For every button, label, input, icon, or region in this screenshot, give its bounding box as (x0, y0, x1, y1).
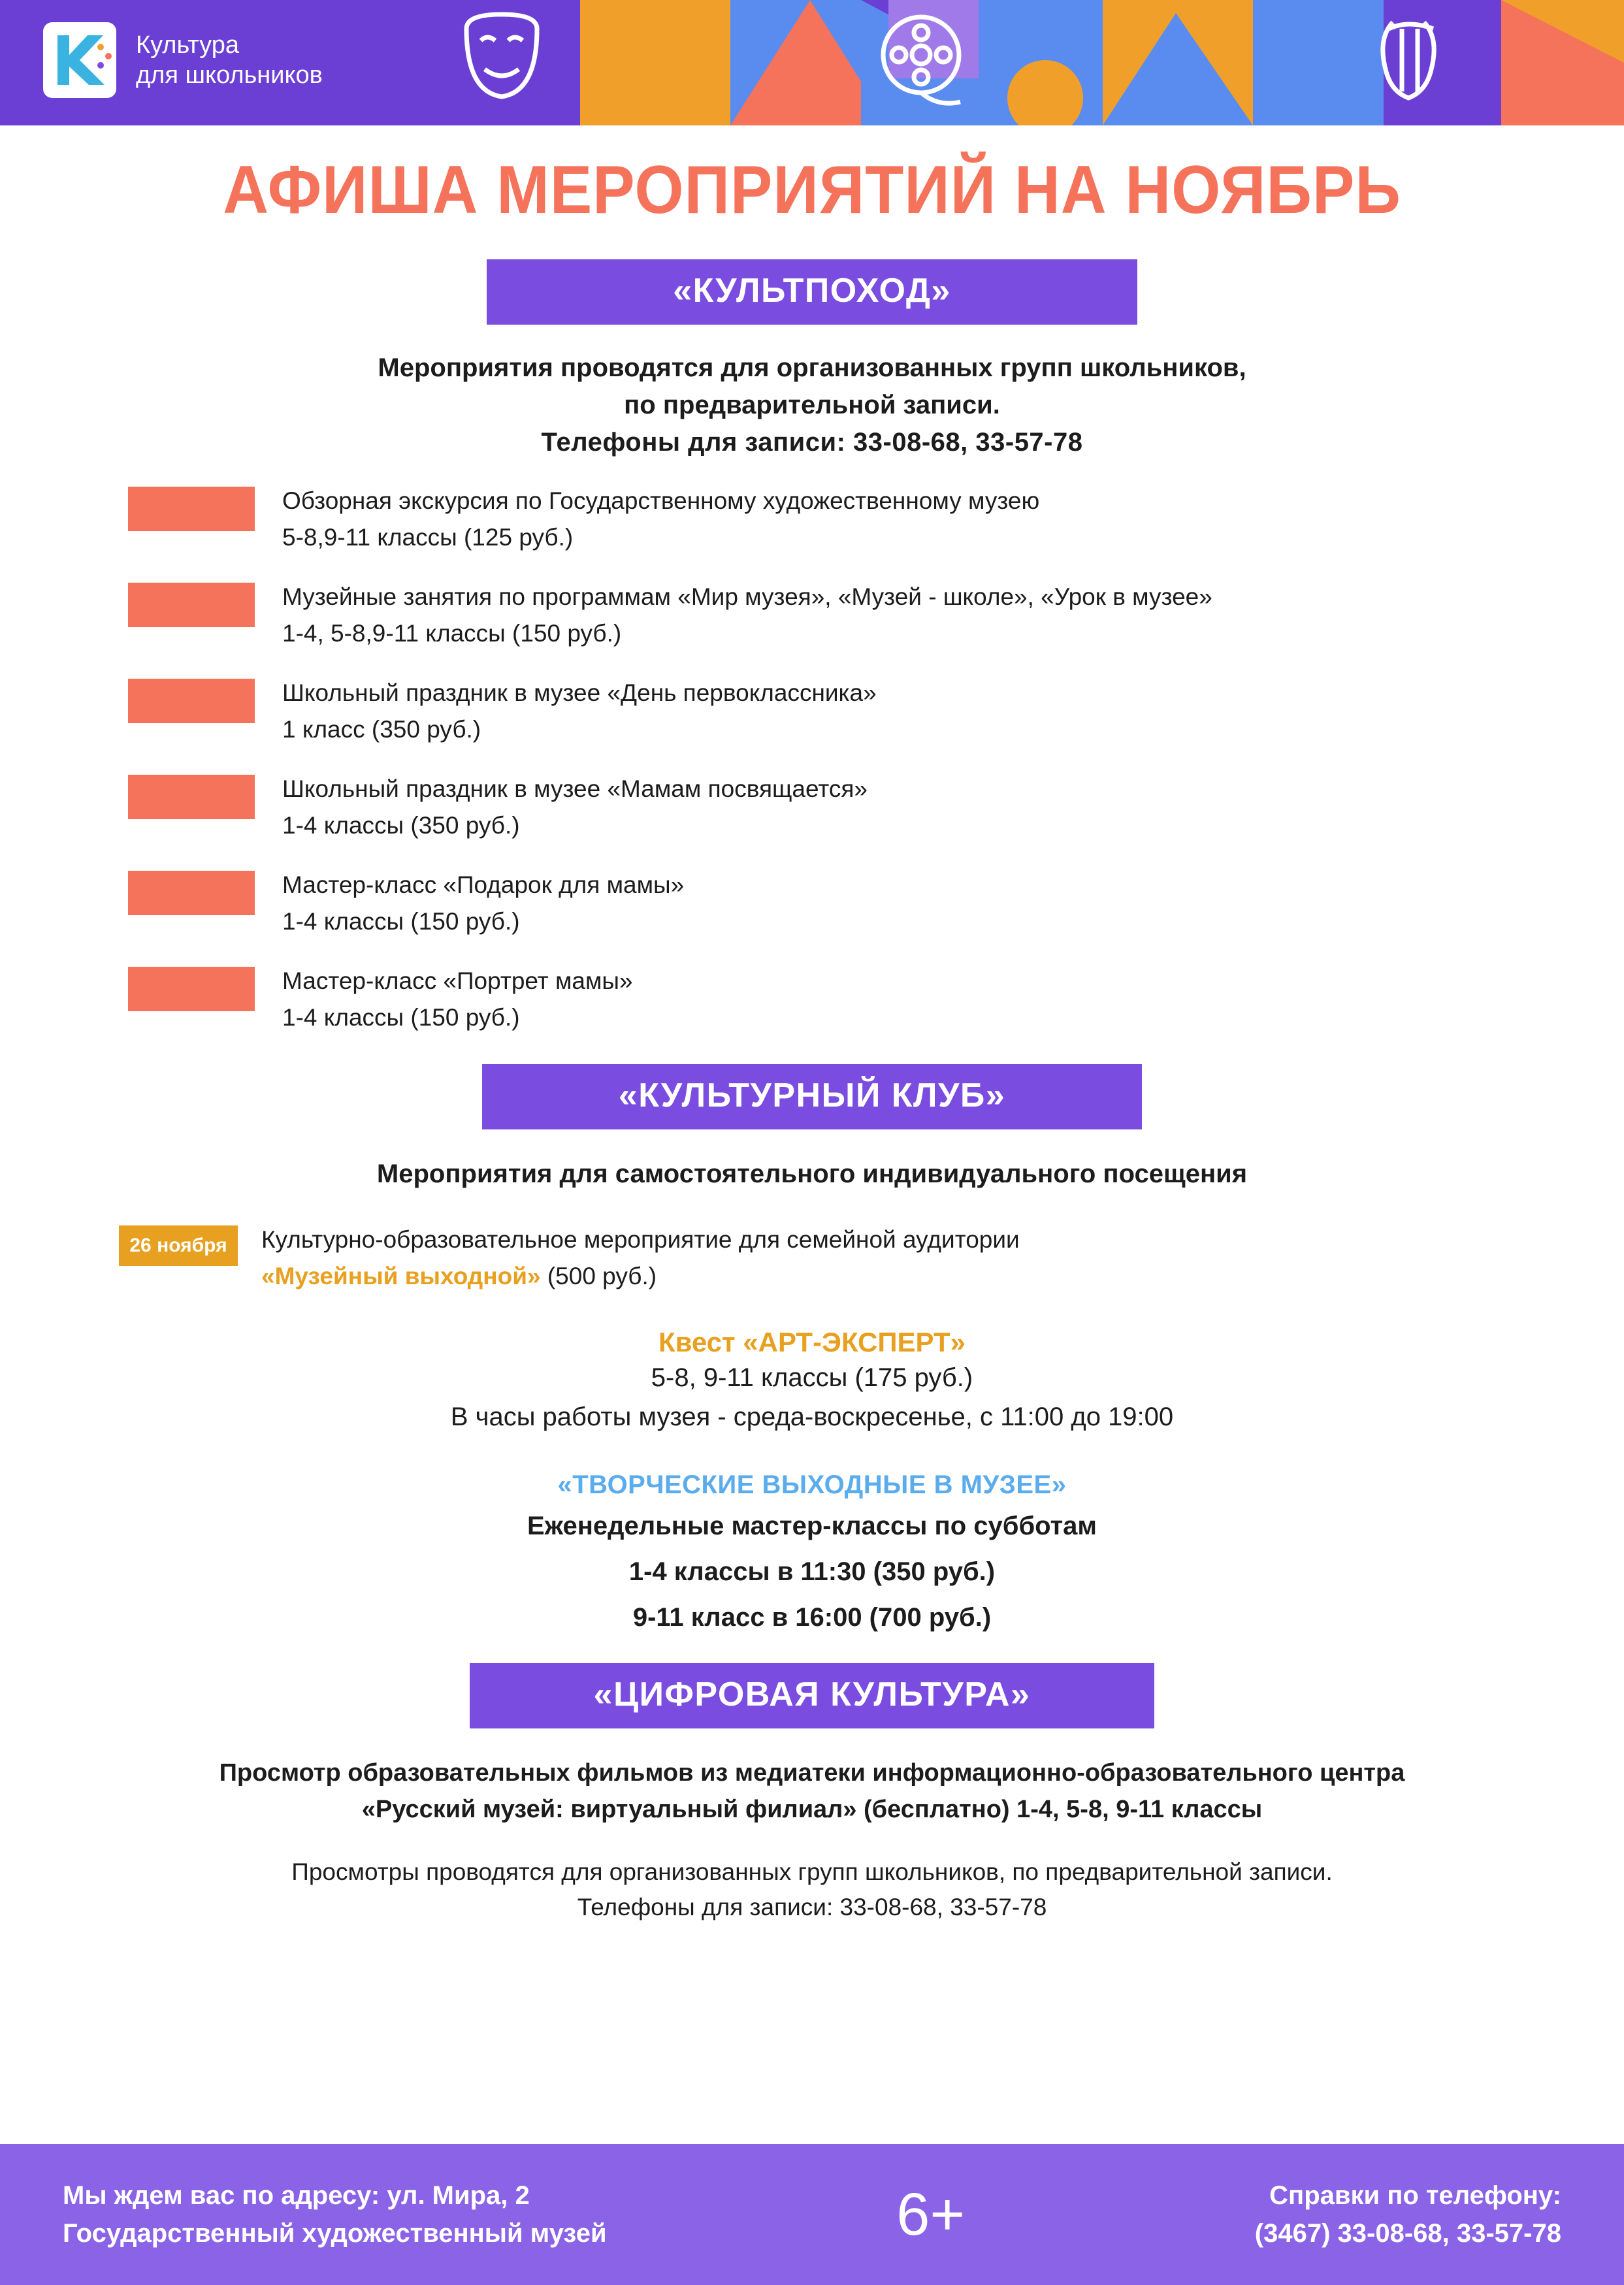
event-details: 1-4 классы (150 руб.) (282, 1003, 520, 1031)
event-details: 1-4 классы (350 руб.) (282, 811, 520, 839)
event-price: (500 руб.) (540, 1262, 657, 1289)
digital-line-2: «Русский музей: виртуальный филиал» (бесплатно) 1-4, 5-8, 9-11 классы (361, 1796, 1263, 1824)
list-item (128, 771, 1624, 843)
list-item (128, 867, 1624, 939)
coral-marker (128, 871, 255, 915)
page-title: АФИША МЕРОПРИЯТИЙ НА НОЯБРЬ (223, 152, 1401, 228)
logo-line-2: для школьников (136, 61, 323, 89)
coral-marker (128, 583, 255, 627)
section-ribbon-digital-culture: «ЦИФРОВАЯ КУЛЬТУРА» (470, 1663, 1154, 1728)
event-description (282, 579, 1212, 651)
kultpohod-event-list (0, 483, 1624, 1035)
kultpohod-lead-line-1: Мероприятия проводятся для организованных групп школьников, (378, 353, 1246, 382)
event-description (282, 483, 1039, 555)
event-details: 5-8,9-11 классы (125 руб.) (282, 523, 574, 551)
quest-block (0, 1327, 1624, 1436)
footer-address (63, 2177, 607, 2252)
footer (0, 2144, 1624, 2285)
club-featured-event (0, 1222, 1624, 1294)
header-banner (0, 0, 1624, 125)
coral-marker (128, 487, 255, 531)
event-details: 1-4, 5-8,9-11 классы (150 руб.) (282, 619, 622, 647)
event-description (282, 963, 633, 1035)
coral-marker (128, 967, 255, 1011)
footer-contacts-phones: (3467) 33-08-68, 33-57-78 (1254, 2219, 1561, 2248)
footer-address-line-1: Мы ждем вас по адресу: ул. Мира, 2 (63, 2181, 530, 2210)
logo-text (136, 30, 323, 91)
event-details: 1 класс (350 руб.) (282, 715, 481, 743)
event-title: Обзорная экскурсия по Государственному художественному музею (282, 487, 1040, 515)
list-item (128, 963, 1624, 1035)
quest-schedule: В часы работы музея - среда-воскресенье, с 11:00 до 19:00 (450, 1402, 1174, 1432)
event-description (282, 771, 868, 843)
list-item (128, 675, 1624, 747)
event-title: Школьный праздник в музее «Мамам посвящается» (282, 775, 868, 803)
digital-note-line-2: Телефоны для записи: 33-08-68, 33-57-78 (577, 1894, 1047, 1921)
list-item (128, 483, 1624, 555)
event-details: 1-4 классы (150 руб.) (282, 907, 520, 935)
digital-booking-note (0, 1855, 1624, 1926)
section-ribbon-cultural-club: «КУЛЬТУРНЫЙ КЛУБ» (482, 1064, 1142, 1129)
logo[interactable] (41, 18, 323, 102)
event-description (282, 867, 684, 939)
culture-for-schoolchildren-logo-icon (41, 18, 119, 102)
footer-address-line-2: Государственный художественный музей (63, 2219, 607, 2248)
quest-classes: 5-8, 9-11 классы (175 руб.) (651, 1363, 973, 1393)
event-description (282, 675, 877, 747)
event-title: Мастер-класс «Портрет мамы» (282, 967, 633, 995)
quest-title: Квест «АРТ-ЭКСПЕРТ» (658, 1327, 966, 1358)
digital-line-1: Просмотр образовательных фильмов из медиатеки информационно-образовательного центра (219, 1759, 1405, 1787)
creative-weekends-line-2: 1-4 классы в 11:30 (350 руб.) (628, 1557, 996, 1587)
digital-description (0, 1755, 1624, 1828)
logo-line-1: Культура (136, 31, 239, 59)
coral-marker (128, 679, 255, 723)
footer-contacts (1255, 2177, 1561, 2252)
footer-contacts-label: Справки по телефону: (1269, 2181, 1561, 2210)
event-title: Школьный праздник в музее «День первоклассника» (282, 679, 877, 707)
kultpohod-booking-phones: Телефоны для записи: 33-08-68, 33-57-78 (541, 427, 1083, 457)
section-ribbon-kultpohod: «КУЛЬТПОХОД» (487, 259, 1137, 325)
event-name-accent: «Музейный выходной» (261, 1262, 541, 1289)
event-description (261, 1222, 1020, 1294)
creative-weekends-block (0, 1470, 1624, 1637)
creative-weekends-line-1: Еженедельные мастер-классы по субботам (527, 1512, 1097, 1541)
coral-marker (128, 775, 255, 819)
event-title: Мастер-класс «Подарок для мамы» (282, 871, 685, 899)
list-item (128, 579, 1624, 651)
event-title: Музейные занятия по программам «Мир музея», «Музей - школе», «Урок в музее» (282, 583, 1212, 611)
creative-weekends-line-3: 9-11 класс в 16:00 (700 руб.) (632, 1603, 992, 1632)
age-rating-badge: 6+ (896, 2181, 966, 2248)
date-badge: 26 ноября (119, 1225, 238, 1266)
digital-note-line-1: Просмотры проводятся для организованных групп школьников, по предварительной записи. (291, 1858, 1333, 1885)
creative-weekends-title: «ТВОРЧЕСКИЕ ВЫХОДНЫЕ В МУЗЕЕ» (557, 1470, 1067, 1500)
event-details (261, 1258, 1020, 1295)
kultpohod-lead-line-2: по предварительной записи. (624, 390, 1000, 419)
kultpohod-lead (0, 349, 1624, 461)
club-subtitle: Мероприятия для самостоятельного индивидуального посещения (376, 1159, 1248, 1189)
event-title: Культурно-образовательное мероприятие для семейной аудитории (261, 1226, 1020, 1254)
